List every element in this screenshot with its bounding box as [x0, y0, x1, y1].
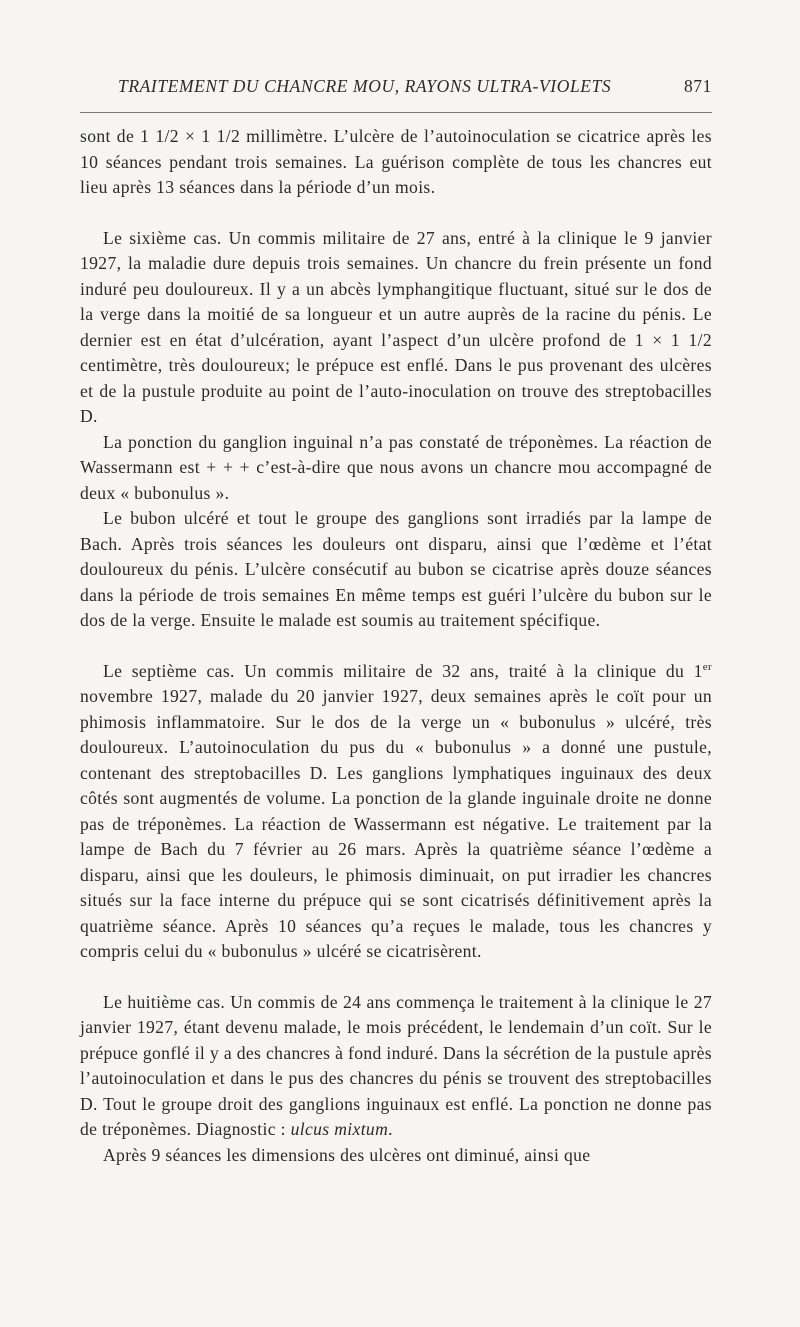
body-text: [80, 124, 712, 1168]
paragraph-case-6-treatment: Le bubon ulcéré et tout le groupe des ganglions sont irradiés par la lampe de Bach. Après trois séances les douleurs ont disparu, ainsi que l’œdème et l’état douloureux du pénis. L’ulcère consécutif au bubon se cicatrise après douze séances dans la période de trois semaines En même temps est guéri l’ulcère du bubon sur le dos de la verge. Ensuite le malade est soumis au traitement spécifique.: [80, 508, 712, 630]
page-number: 871: [683, 76, 712, 96]
paragraph-case-7: Le septième cas. Un commis militaire de 32 ans, traité à la clinique du 1er novembre 1927, malade du 20 janvier 1927, deux semaines après le coït pour un phimosis inflammatoire. Sur le dos de la verge un « bubonulus » ulcéré, très douloureux. L’autoinoculation du pus du « bubonulus » a donné une pustule, contenant des streptobacilles D. Les ganglions lymphatiques inguinaux des deux côtés sont augmentés de volume. La ponction de la glande inguinale droite ne donne pas de tréponèmes. La réaction de Wassermann est négative. Le traitement par la lampe de Bach du 7 février au 26 mars. Après la quatrième séance l’œdème a disparu, ainsi que les douleurs, le phimosis diminuait, on put irradier les chancres situés sur la face interne du prépuce qui se sont cicatrisés définitivement après la quatrième séance. Après 10 séances qu’a reçues le malade, tous les chancres y compris celui du « bubonulus » ulcéré se cicatrisèrent.: [80, 660, 712, 961]
paragraph-case-8: Le huitième cas. Un commis de 24 ans commença le traitement à la clinique le 27 janvier 1927, étant devenu malade, le mois précédent, le lendemain d’un coït. Sur le prépuce gonflé il y a des chancres à fond induré. Dans la sécrétion de la pustule après l’autoinoculation et dans le pus des chancres du pénis se trouvent des streptobacilles D. Tout le groupe droit des ganglions inguinaux est enflé. La ponction ne donne pas de tréponèmes. Diagnostic : ulcus mixtum.: [80, 991, 712, 1139]
paragraph-case-6: Le sixième cas. Un commis militaire de 27 ans, entré à la clinique le 9 janvier 1927, la maladie dure depuis trois semaines. Un chancre du frein présente un fond induré peu douloureux. Il y a un abcès lymphangitique fluctuant, situé sur le dos de la verge dans la moitié de sa longueur et un autre auprès de la racine du pénis. Le dernier est en état d’ulcération, ayant l’aspect d’un ulcère profond de 1 × 1 1/2 centimètre, très douloureux; le prépuce est enflé. Dans le pus provenant des ulcères et de la pustule produite au point de l’auto-inoculation on trouve des streptobacilles D.: [80, 227, 712, 426]
paragraph-case-6-puncture: La ponction du ganglion inguinal n’a pas constaté de tréponèmes. La réaction de Wassermann est + + + c’est-à-dire que nous avons un chancre mou accompagné de deux « bubonulus ».: [80, 431, 712, 503]
paragraph-continuation: sont de 1 1/2 × 1 1/2 millimètre. L’ulcère de l’autoinoculation se cicatrice après les 10 séances pendant trois semaines. La guérison complète de tous les chancres eut lieu après 13 séances dans la période d’un mois.: [80, 126, 712, 197]
running-header: [118, 76, 712, 97]
paragraph-case-8-after: Après 9 séances les dimensions des ulcères ont diminué, ainsi que: [103, 1144, 591, 1165]
header-divider: [80, 112, 712, 113]
running-title: TRAITEMENT DU CHANCRE MOU, RAYONS ULTRA-VIOLETS: [118, 76, 612, 96]
